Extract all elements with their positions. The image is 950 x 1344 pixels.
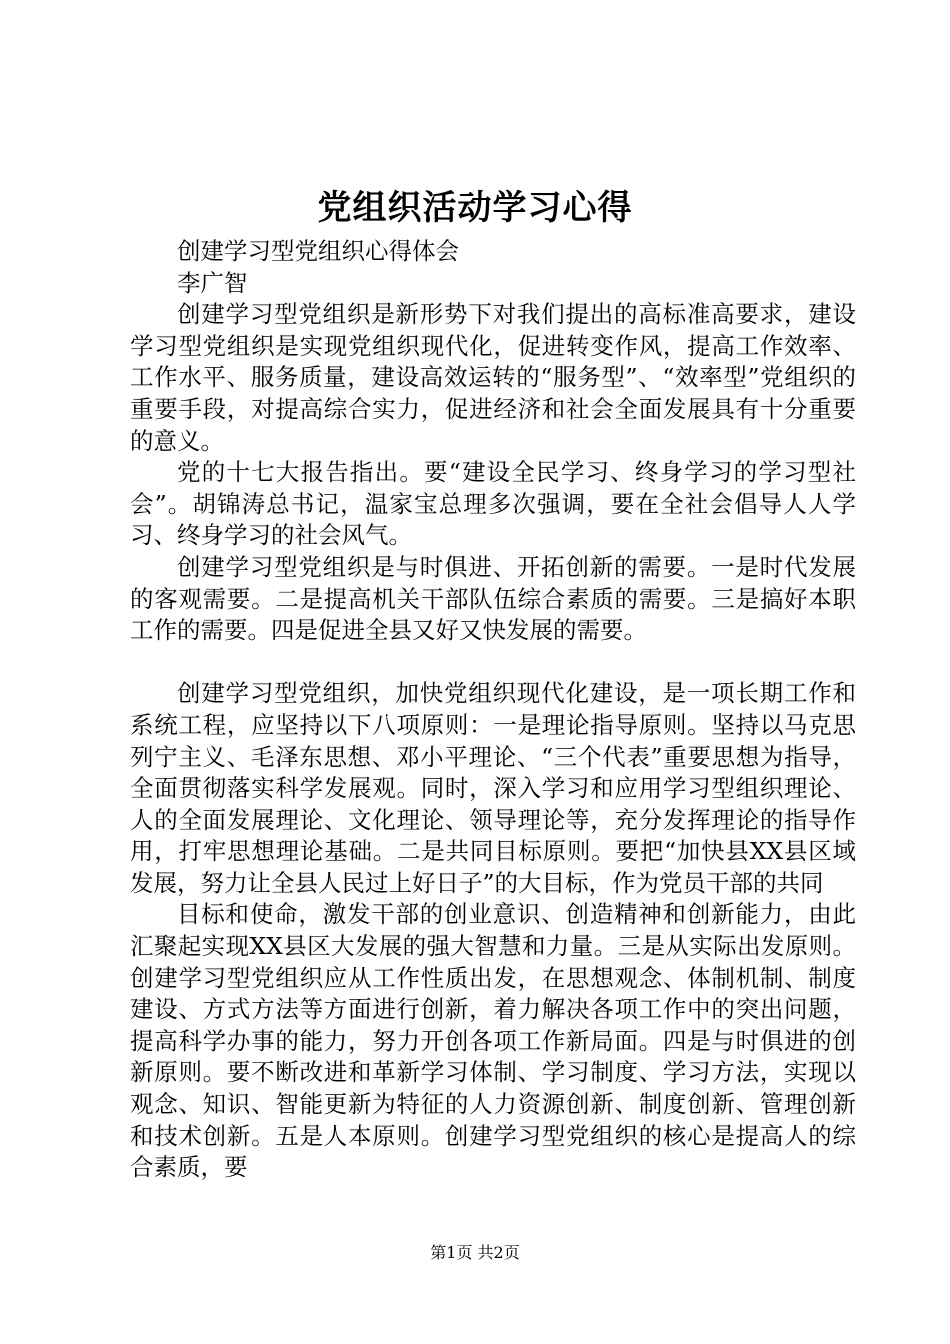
document-body bbox=[130, 236, 856, 1184]
body-paragraph-1: 创建学习型党组织是新形势下对我们提出的高标准高要求，建设学习型党组织是实现党组织现代化，促进转变作风，提高工作效率、工作水平、服务质量，建设高效运转的“服务型”、“效率型”党组织的重要手段，对提高综合实力，促进经济和社会全面发展具有十分重要的意义。 bbox=[130, 300, 856, 455]
body-paragraph-3: 创建学习型党组织是与时俱进、开拓创新的需要。一是时代发展的客观需要。二是提高机关干部队伍综合素质的需要。三是搞好本职工作的需要。四是促进全县又好又快发展的需要。 bbox=[130, 552, 856, 645]
body-paragraph-5: 目标和使命，激发干部的创业意识、创造精神和创新能力，由此汇聚起实现XX县区大发展的强大智慧和力量。三是从实际出发原则。创建学习型党组织应从工作性质出发，在思想观念、体制机制、制度建设、方式方法等方面进行创新，着力解决各项工作中的突出问题，提高科学办事的能力，努力开创各项工作新局面。四是与时俱进的创新原则。要不断改进和革新学习体制、学习制度、学习方法，实现以观念、知识、智能更新为特征的人力资源创新、制度创新、管理创新和技术创新。五是人本原则。创建学习型党组织的核心是提高人的综合素质，要 bbox=[130, 900, 856, 1182]
body-paragraph-4: 创建学习型党组织，加快党组织现代化建设，是一项长期工作和系统工程，应坚持以下八项原则：一是理论指导原则。坚持以马克思列宁主义、毛泽东思想、邓小平理论、“三个代表”重要思想为指导，全面贯彻落实科学发展观。同时，深入学习和应用学习型组织理论、人的全面发展理论、文化理论、领导理论等，充分发挥理论的指导作用，打牢思想理论基础。二是共同目标原则。要把“加快县XX县区域发展，努力让全县人民过上好日子”的大目标，作为党员干部的共同 bbox=[130, 679, 856, 897]
author-paragraph: 李广智 bbox=[177, 268, 248, 297]
body-paragraph-2: 党的十七大报告指出。要“建设全民学习、终身学习的学习型社会”。胡锦涛总书记，温家宝总理多次强调，要在全社会倡导人人学习、终身学习的社会风气。 bbox=[130, 458, 856, 550]
subtitle-paragraph: 创建学习型党组织心得体会 bbox=[177, 237, 459, 265]
document-title: 党组织活动学习心得 bbox=[317, 188, 633, 228]
page-number-footer: 第1页 共2页 bbox=[430, 1243, 520, 1262]
